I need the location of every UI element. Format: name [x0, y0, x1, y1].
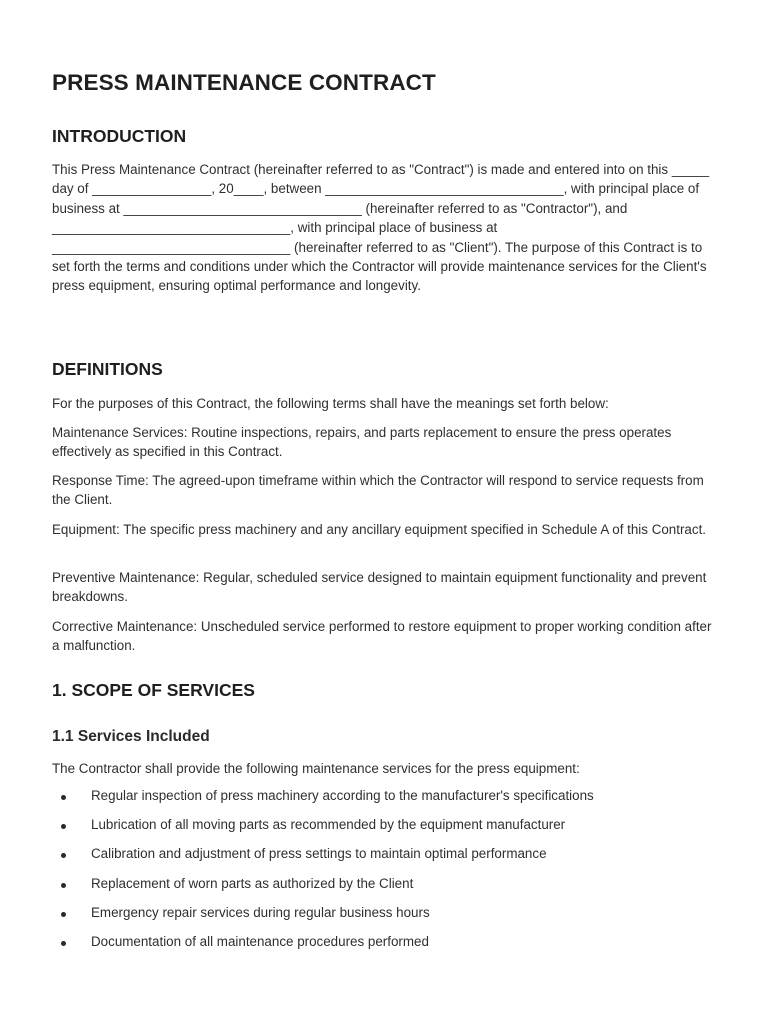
- services-included-intro: The Contractor shall provide the following maintenance services for the press equipment:: [52, 761, 580, 776]
- scope-heading: 1. SCOPE OF SERVICES: [52, 680, 255, 700]
- list-item: [52, 903, 718, 932]
- introduction-paragraph: This Press Maintenance Contract (hereinafter referred to as "Contract") is made and entered into on this _____ day of ________________, 20____, between ________________________________, with principal place of business at ________________________________ (hereinafter referred to as "Contractor"), and ________________________________, with principal place of business at ________________________________ (hereinafter referred to as "Client"). The purpose of this Contract is to set forth the terms and conditions under which the Contractor will provide maintenance services for the Client's press equipment, ensuring optimal performance and longevity.: [52, 162, 710, 294]
- list-item-text: Documentation of all maintenance procedures performed: [91, 933, 429, 949]
- bullet-icon: [61, 853, 66, 858]
- list-item: [52, 874, 718, 903]
- definition-corrective-maintenance: Corrective Maintenance: Unscheduled service performed to restore equipment to proper working condition after a malfunction.: [52, 619, 712, 654]
- services-list: [52, 786, 718, 961]
- document-title: PRESS MAINTENANCE CONTRACT: [52, 70, 436, 95]
- list-item: [52, 786, 718, 815]
- definition-equipment: Equipment: The specific press machinery and any ancillary equipment specified in Schedule A of this Contract.: [52, 522, 707, 537]
- bullet-icon: [61, 883, 66, 888]
- list-item-text: Regular inspection of press machinery according to the manufacturer's specifications: [91, 788, 594, 803]
- bullet-icon: [61, 912, 66, 917]
- introduction-heading: INTRODUCTION: [52, 126, 187, 146]
- definition-maintenance-services: Maintenance Services: Routine inspections, repairs, and parts replacement to ensure the press operates effectively as specified in this Contract.: [52, 425, 672, 460]
- bullet-icon: [61, 941, 66, 946]
- definition-response-time: Response Time: The agreed-upon timeframe within which the Contractor will respond to service requests from the Client.: [52, 473, 704, 508]
- bullet-icon: [61, 824, 66, 829]
- bullet-icon: [61, 795, 66, 800]
- list-item-text: Replacement of worn parts as authorized by the Client: [91, 875, 414, 891]
- definition-preventive-maintenance: Preventive Maintenance: Regular, scheduled service designed to maintain equipment functionality and prevent breakdowns.: [52, 570, 707, 605]
- list-item-text: Emergency repair services during regular business hours: [91, 904, 430, 920]
- list-item: [52, 815, 718, 844]
- list-item-text: Lubrication of all moving parts as recommended by the equipment manufacturer: [91, 817, 566, 833]
- list-item: [52, 844, 718, 873]
- list-item: [52, 932, 718, 961]
- definitions-heading: DEFINITIONS: [52, 359, 163, 379]
- list-item-text: Calibration and adjustment of press settings to maintain optimal performance: [91, 846, 547, 862]
- definitions-intro: For the purposes of this Contract, the following terms shall have the meanings set forth below:: [52, 396, 609, 411]
- services-included-subheading: 1.1 Services Included: [52, 728, 210, 745]
